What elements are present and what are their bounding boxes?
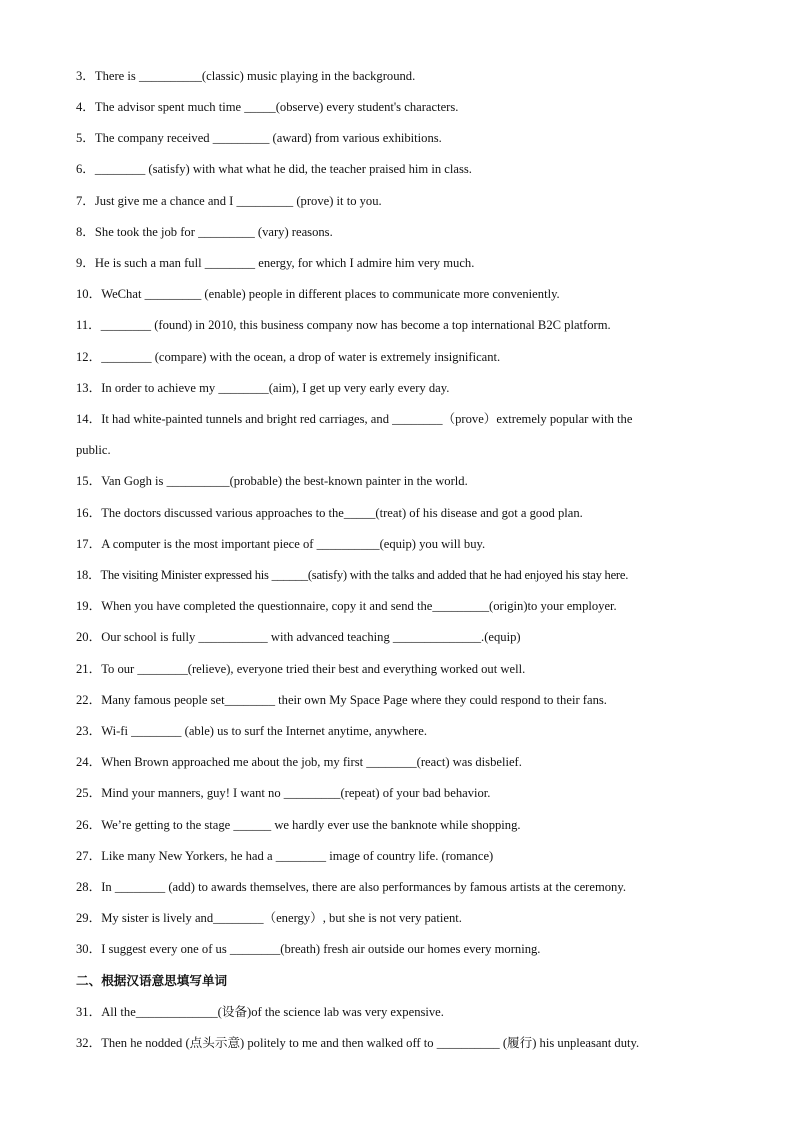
question-31: 31．All the_____________(设备)of the science lab was very expensive.	[76, 1005, 444, 1019]
question-14-continued: public.	[76, 443, 111, 457]
question-30: 30．I suggest every one of us ________(breath) fresh air outside our homes every morning.	[76, 942, 541, 956]
question-11: 11．________ (found) in 2010, this business company now has become a top international B2C platform.	[76, 318, 611, 332]
question-17: 17．A computer is the most important piece of __________(equip) you will buy.	[76, 537, 486, 551]
question-3: 3．There is __________(classic) music playing in the background.	[76, 69, 416, 83]
question-20: 20．Our school is fully ___________ with advanced teaching ______________.(equip)	[76, 630, 521, 644]
question-14: 14．It had white-painted tunnels and bright red carriages, and ________（prove）extremely popular with the	[76, 412, 633, 426]
question-12: 12．________ (compare) with the ocean, a drop of water is extremely insignificant.	[76, 350, 501, 364]
question-8: 8．She took the job for _________ (vary) reasons.	[76, 225, 333, 239]
question-6: 6．________ (satisfy) with what what he did, the teacher praised him in class.	[76, 162, 472, 176]
question-23: 23．Wi-fi ________ (able) us to surf the Internet anytime, anywhere.	[76, 724, 427, 738]
question-19: 19．When you have completed the questionnaire, copy it and send the_________(origin)to your employer.	[76, 599, 617, 613]
section-title: 二、根据汉语意思填写单词	[76, 973, 228, 988]
question-24: 24．When Brown approached me about the job, my first ________(react) was disbelief.	[76, 755, 522, 769]
question-7: 7．Just give me a chance and I _________ (prove) it to you.	[76, 194, 382, 208]
question-4: 4．The advisor spent much time _____(observe) every student's characters.	[76, 100, 459, 114]
question-21: 21．To our ________(relieve), everyone tried their best and everything worked out well.	[76, 662, 526, 676]
question-15: 15．Van Gogh is __________(probable) the best-known painter in the world.	[76, 474, 468, 488]
question-5: 5．The company received _________ (award) from various exhibitions.	[76, 131, 442, 145]
question-10: 10．WeChat _________ (enable) people in different places to communicate more conveniently.	[76, 287, 560, 301]
question-9: 9．He is such a man full ________ energy, for which I admire him very much.	[76, 256, 475, 270]
question-13: 13．In order to achieve my ________(aim), I get up very early every day.	[76, 381, 450, 395]
question-29: 29．My sister is lively and________（energy）, but she is not very patient.	[76, 911, 462, 925]
question-27: 27．Like many New Yorkers, he had a ________ image of country life. (romance)	[76, 849, 494, 863]
question-25: 25．Mind your manners, guy! I want no _________(repeat) of your bad behavior.	[76, 786, 491, 800]
question-28: 28．In ________ (add) to awards themselves, there are also performances by famous artists at the ceremony.	[76, 880, 626, 894]
question-32: 32．Then he nodded (点头示意) politely to me and then walked off to __________ (履行) his unpleasant duty.	[76, 1036, 640, 1050]
question-16: 16．The doctors discussed various approaches to the_____(treat) of his disease and got a good plan.	[76, 506, 583, 520]
question-18: 18．The visiting Minister expressed his ______(satisfy) with the talks and added that he had enjoyed his stay here.	[76, 568, 629, 582]
question-22: 22．Many famous people set________ their own My Space Page where they could respond to their fans.	[76, 693, 607, 707]
question-26: 26．We’re getting to the stage ______ we hardly ever use the banknote while shopping.	[76, 818, 521, 832]
